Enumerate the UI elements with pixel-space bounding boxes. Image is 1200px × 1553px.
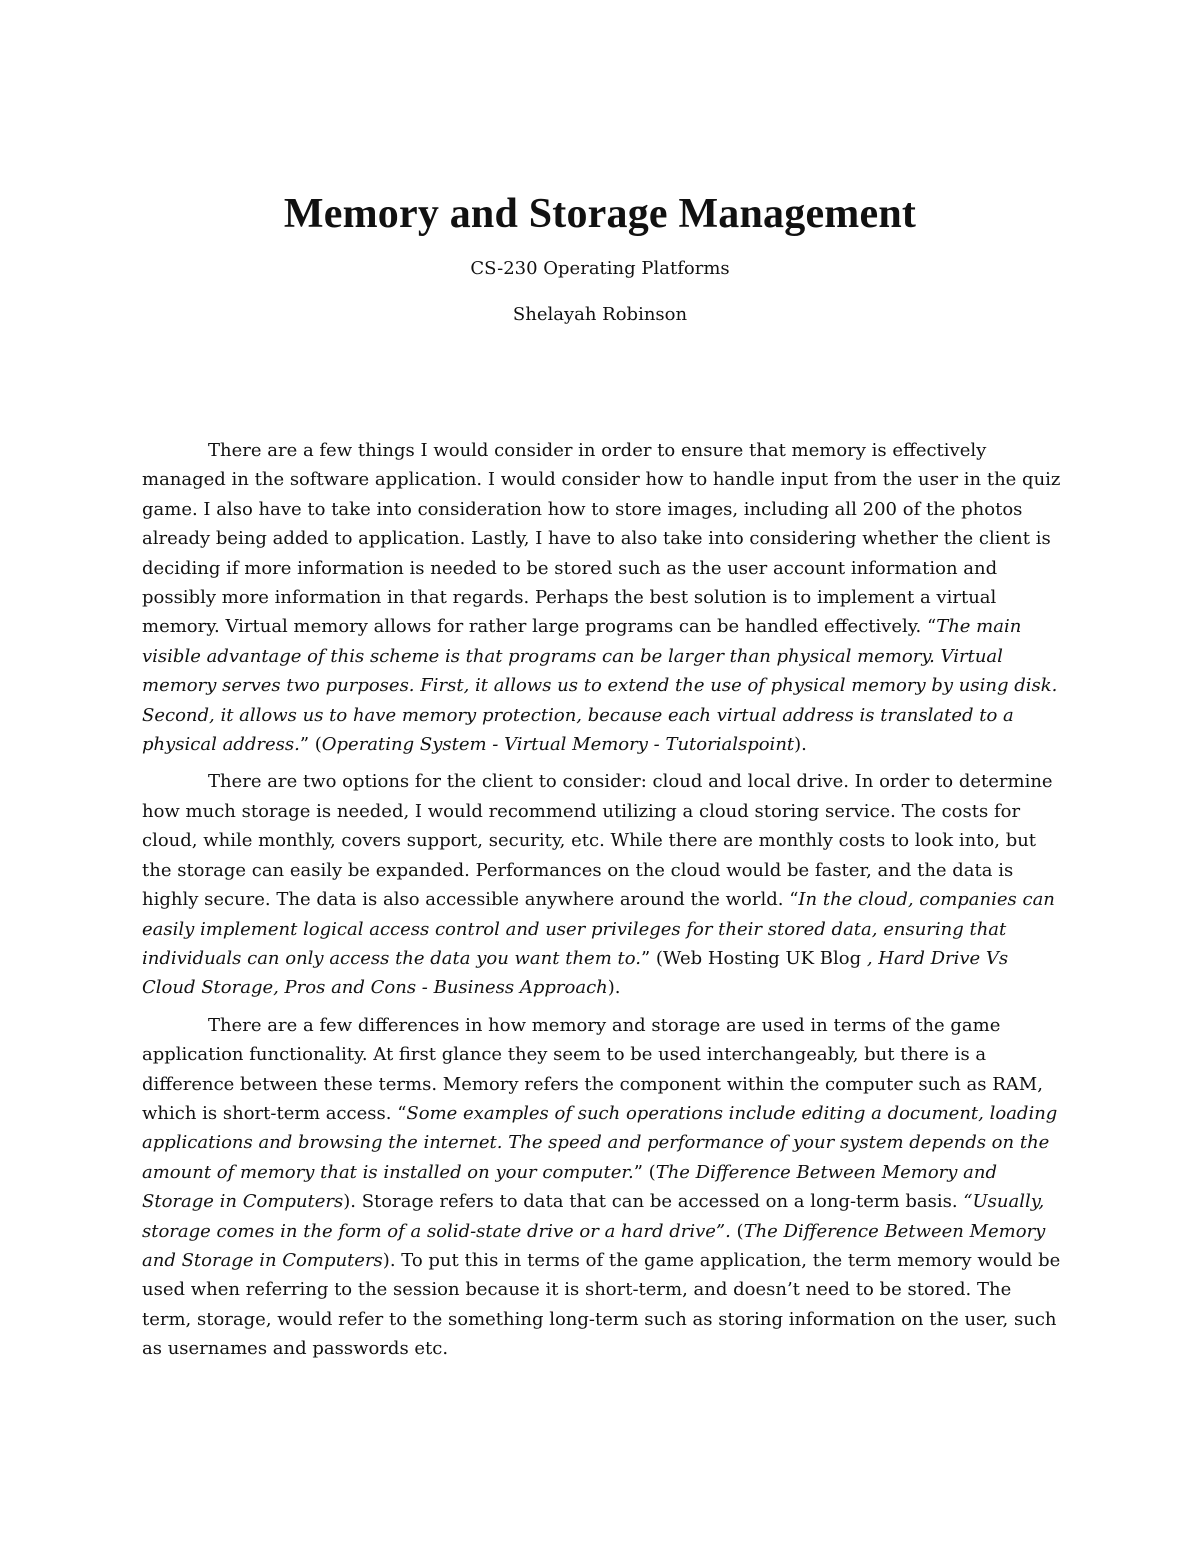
citation: The Difference Between Memory and Storage in Computers (142, 1220, 1046, 1271)
paragraph-memory-vs-storage (142, 1011, 1064, 1364)
paragraph-text: There are two options for the client to consider: cloud and local drive. In order to determine how much storage is needed, I would recommend utilizing a cloud storing service. The costs for cloud, while monthly, covers support, security, etc. While there are monthly costs to look into, but the storage can easily be expanded. Performances on the cloud would be faster, and the data is highly secure. The data is also accessible anywhere around the world. “ (142, 771, 1053, 911)
document-body (142, 436, 1064, 1372)
paragraph-text: ” ( (299, 734, 322, 756)
paragraph-text: ). (794, 734, 807, 756)
quotation: The main visible advantage of this scheme is that programs can be larger than physical memory. Virtual memory serves two purposes. First, it allows us to extend the use of physical memory by using disk. Second, it allows us to have memory protection, because each virtual address is translated to a physical address. (142, 616, 1058, 756)
paragraph-text: ( (730, 1220, 744, 1242)
paragraph-text: ). (607, 977, 621, 999)
paragraph-text: There are a few things I would consider in order to ensure that memory is effectively managed in the software application. I would consider how to handle input from the user in the quiz game. I also have to take into consideration how to store images, including all 200 of the photos already being added to application. Lastly, I have to also take into considering whether the client is deciding if more information is needed to be stored such as the user account information and possibly more information in that regards. Perhaps the best solution is to implement a virtual memory. Virtual memory allows for rather large programs can be handled effectively. “ (142, 440, 1061, 638)
paragraph-virtual-memory (142, 436, 1064, 759)
paragraph-text: ). Storage refers to data that can be accessed on a long-term basis. (343, 1191, 964, 1213)
author-name: Shelayah Robinson (512, 304, 688, 325)
paragraph-text: There are a few differences in how memory and storage are used in terms of the game application functionality. At first glance they seem to be used interchangeably, but there is a difference between these terms. Memory refers the component within the computer such as RAM, which is short-term access. “ (142, 1014, 1043, 1124)
document-title: Memory and Storage Management (283, 191, 917, 237)
paragraph-text: ” (Web Hosting UK Blog (640, 947, 867, 969)
quotation: In the cloud, companies can easily implement logical access control and user privileges for their stored data, ensuring that individuals can only access the data you want them to. (142, 889, 1055, 969)
citation: , Hard Drive Vs Cloud Storage, Pros and Cons - Business Approach (142, 947, 1009, 999)
paragraph-text: ). To put this in terms of the game application, the term memory would be used when referring to the session because it is short-term, and doesn’t need to be stored. The term, storage, would refer to the something long-term such as storing information on the user, such as usernames and passwords etc. (142, 1249, 1061, 1360)
paragraph-text: ” ( (633, 1161, 656, 1183)
quotation: Some examples of such operations include editing a document, loading applications and browsing the internet. The speed and performance of your system depends on the amount of memory that is installed on your computer. (142, 1102, 1058, 1183)
citation: Operating System - Virtual Memory - Tutorialspoint (321, 734, 795, 756)
quotation: “Usually, storage comes in the form of a solid-state drive or a hard drive”. (142, 1191, 1045, 1242)
citation: The Difference Between Memory and Storage in Computers (142, 1161, 998, 1213)
course-name: CS-230 Operating Platforms (470, 258, 730, 279)
paragraph-cloud-storage (142, 767, 1064, 1002)
